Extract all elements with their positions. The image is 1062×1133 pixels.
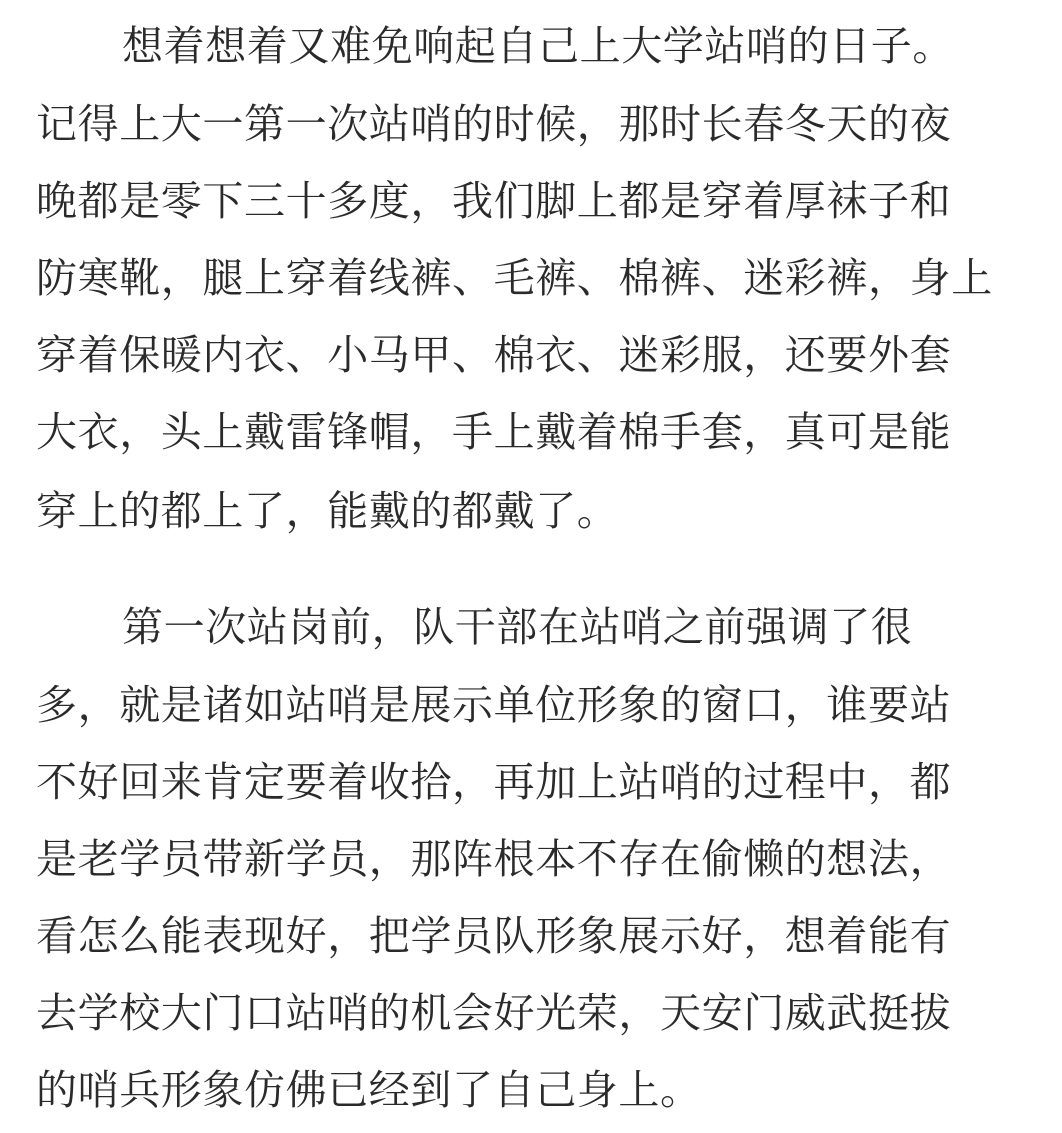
paragraph-line: 看怎么能表现好，把学员队形象展示好，想着能有 — [36, 912, 952, 960]
paragraph-line: 第一次站岗前，队干部在站哨之前强调了很 — [122, 603, 913, 651]
paragraph-line: 去学校大门口站哨的机会好光荣，天安门威武挺拔 — [36, 989, 952, 1037]
paragraph-line: 穿着保暖内衣、小马甲、棉衣、迷彩服，还要外套 — [36, 331, 952, 379]
paragraph-line: 不好回来肯定要着收拾，再加上站哨的过程中，都 — [36, 758, 952, 806]
paragraph-line: 大衣，头上戴雷锋帽，手上戴着棉手套，真可是能 — [36, 408, 952, 456]
paragraph-line: 穿上的都上了，能戴的都戴了。 — [36, 487, 619, 535]
paragraph-line: 记得上大一第一次站哨的时候，那时长春冬天的夜 — [36, 100, 952, 148]
paragraph-line: 晚都是零下三十多度，我们脚上都是穿着厚袜子和 — [36, 177, 952, 225]
paragraph-line: 是老学员带新学员，那阵根本不存在偷懒的想法， — [36, 835, 952, 883]
paragraph-line: 多，就是诸如站哨是展示单位形象的窗口，谁要站 — [36, 681, 952, 729]
paragraph-line: 防寒靴，腿上穿着线裤、毛裤、棉裤、迷彩裤，身上 — [36, 254, 993, 302]
paragraph-line: 的哨兵形象仿佛已经到了自己身上。 — [36, 1066, 702, 1114]
paragraph-line: 想着想着又难免响起自己上大学站哨的日子。 — [122, 22, 954, 70]
